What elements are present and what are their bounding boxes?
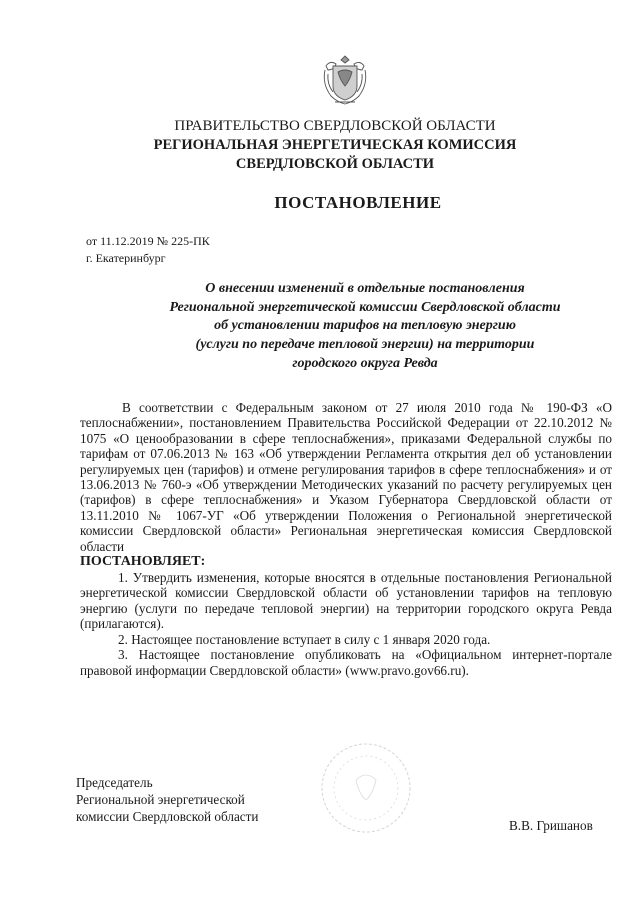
subject-line: (услуги по передаче тепловой энергии) на территории: [195, 337, 535, 353]
subject-line: об установлении тарифов на тепловую энергию: [214, 318, 516, 334]
preamble-paragraph: В соответствии с Федеральным законом от 27 июля 2010 года № 190-ФЗ «О теплоснабжении», постановлением Правительства Российской Федерации от 22.10.2012 № 1075 «О ценообразовании в сфере теплоснабжения», приказами Федеральной службы по тарифам от 07.06.2013 № 163 «Об утверждении Регламента открытия дел об установлении регулируемых цен (тарифов) и отмене регулирования тарифов в сфере теплоснабжения» и от 13.06.2013 № 760-э «Об утверждении Методических указаний по расчету регулируемых цен (тарифов) в сфере теплоснабжения» и Указом Губернатора Свердловской области от 13.11.2010 № 1067-УГ «Об утверждении Положения о Региональной энергетической комиссии Свердловской области» Региональная энергетическая комиссия Свердловской области: [80, 400, 612, 554]
document-subject: [140, 280, 590, 374]
document-type: ПОСТАНОВЛЕНИЕ: [274, 193, 442, 212]
signatory-position: [76, 774, 258, 825]
commission-name: РЕГИОНАЛЬНАЯ ЭНЕРГЕТИЧЕСКАЯ КОМИССИЯ: [153, 137, 517, 153]
seal-stamp-icon: [318, 740, 414, 836]
decree-word: ПОСТАНОВЛЯЕТ:: [80, 554, 206, 570]
document-body: [80, 400, 612, 678]
region-name: СВЕРДЛОВСКОЙ ОБЛАСТИ: [235, 156, 435, 172]
subject-line: О внесении изменений в отдельные постановления: [205, 281, 525, 296]
decree-item: 3. Настоящее постановление опубликовать на «Официальном интернет-портале правовой информации Свердловской области» (www.pravo.gov66.ru).: [80, 647, 612, 678]
coat-of-arms-icon: [320, 50, 370, 108]
signatory-position-line: Председатель: [76, 775, 153, 790]
document-city: г. Екатеринбург: [86, 251, 166, 265]
decree-item: 2. Настоящее постановление вступает в силу с 1 января 2020 года.: [118, 631, 491, 647]
government-name: ПРАВИТЕЛЬСТВО СВЕРДЛОВСКОЙ ОБЛАСТИ: [174, 118, 496, 134]
signatory-position-line: Региональной энергетической: [76, 792, 245, 807]
decree-item: 1. Утвердить изменения, которые вносятся в отдельные постановления Региональной энергетической комиссии Свердловской области об установлении тарифов на тепловую энергию (услуги по передаче тепловой энергии) на территории городского округа Ревда (прилагаются).: [80, 570, 612, 632]
signatory-position-line: комиссии Свердловской области: [76, 809, 259, 824]
subject-line: городского округа Ревда: [292, 355, 438, 371]
subject-line: Региональной энергетической комиссии Свердловской области: [169, 299, 561, 315]
document-date-number: от 11.12.2019 № 225-ПК: [86, 234, 210, 248]
signatory-name: В.В. Гришанов: [509, 818, 593, 833]
